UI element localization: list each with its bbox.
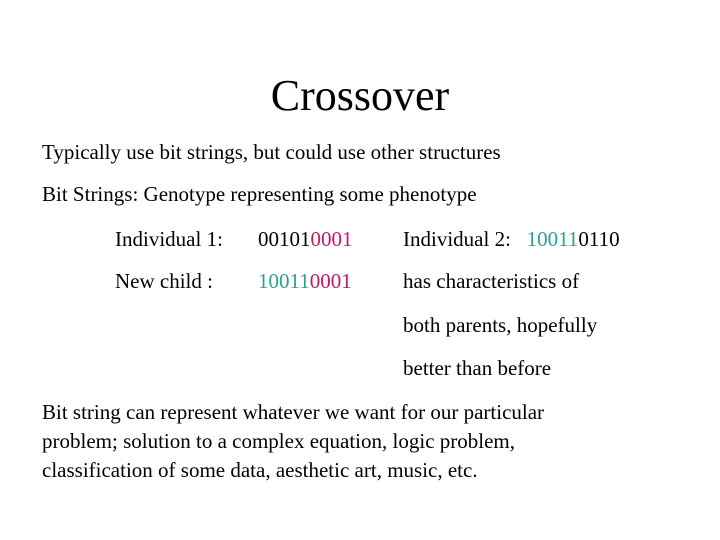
intro-line: Typically use bit strings, but could use other structures [42,140,501,164]
new-child-bits [258,268,352,294]
child-note-1: has characteristics of [403,269,580,293]
paragraph-line-3: classification of some data, aesthetic art, music, etc. [42,458,478,482]
individual-1-bits [258,226,353,252]
new-child-label: New child : [115,269,213,293]
closing-paragraph [42,398,682,485]
paragraph-line-1: Bit string can represent whatever we want for our particular [42,400,545,424]
paragraph-line-2: problem; solution to a complex equation, logic problem, [42,429,515,453]
new-child-bits-part2: 0001 [309,269,352,293]
individual-1-label: Individual 1: [115,227,223,251]
individual-1-bits-plain: 00101 [258,227,311,251]
individual-2 [403,226,620,252]
bit-strings-line: Bit Strings: Genotype representing some phenotype [42,182,477,206]
individual-2-label: Individual 2: [403,227,511,251]
child-note-3: better than before [403,356,552,380]
slide-title: Crossover [270,71,450,120]
child-note-2: both parents, hopefully [403,313,598,337]
individual-2-bits-highlight: 10011 [526,227,579,251]
new-child-bits-part1: 10011 [258,269,310,293]
individual-2-bits-plain: 0110 [578,227,620,251]
individual-1-bits-highlight: 0001 [310,227,353,251]
